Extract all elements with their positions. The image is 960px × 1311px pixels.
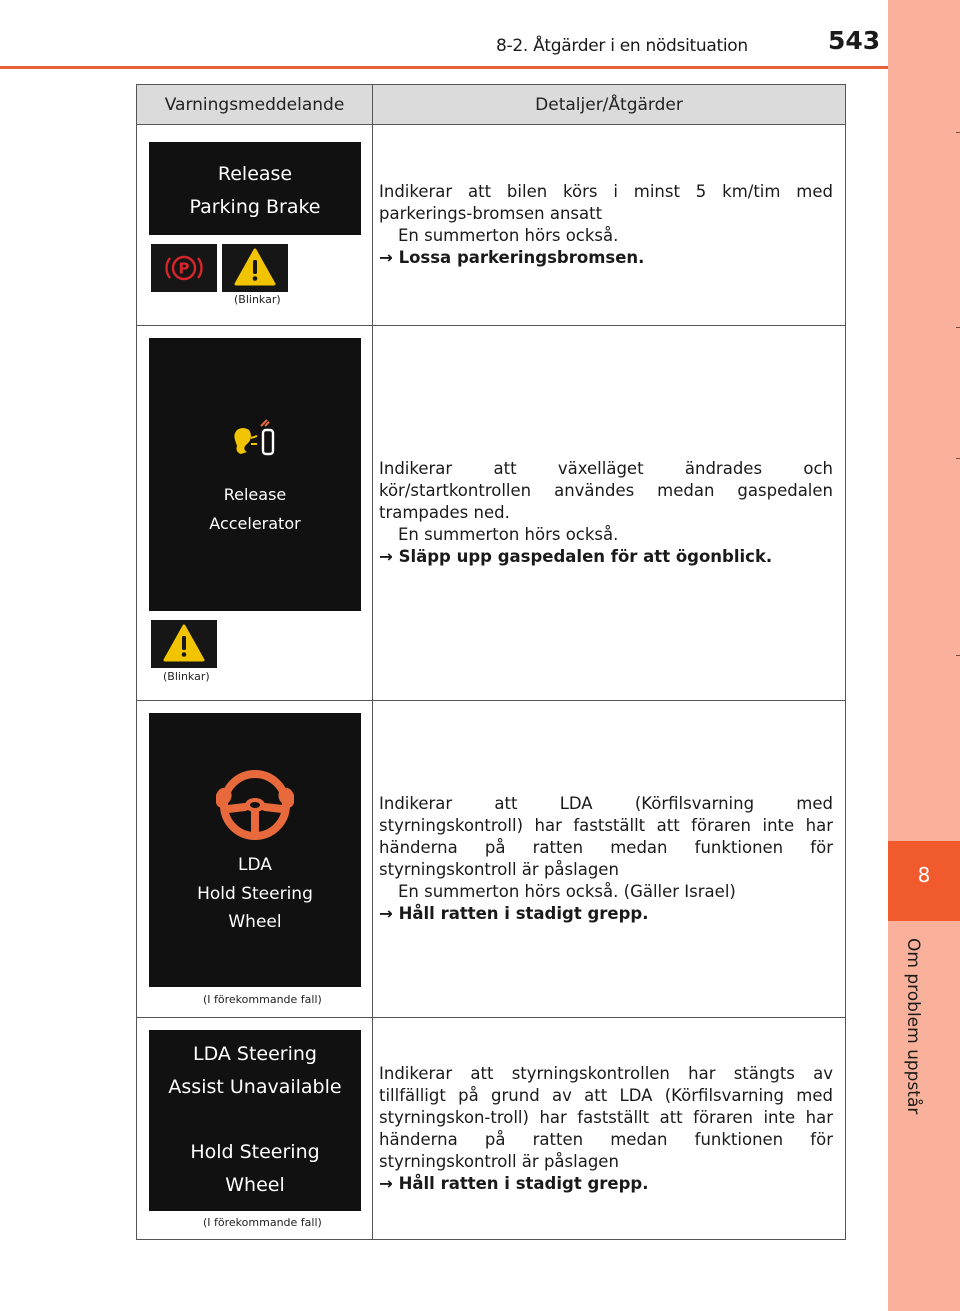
warning-triangle-icon <box>151 620 217 668</box>
display-screen <box>149 713 361 987</box>
display-spacer <box>149 1104 361 1136</box>
column-header: Varningsmeddelande <box>137 85 373 125</box>
display-text: Release <box>223 485 287 504</box>
chapter-title: Om problem uppstår <box>903 938 923 1115</box>
description-text: Indikerar att styrningskontrollen har stängts av tillfälligt på grund av att LDA (Körfilsvarning med styrningskon-troll) har fastställt att föraren inte har händerna på ratten medan funktionen för styrningskontroll är påslagen <box>379 1063 833 1171</box>
table-row <box>137 701 846 1018</box>
parking-brake-lamp <box>151 244 217 292</box>
display-text: Parking Brake <box>189 196 321 218</box>
message-cell <box>137 1018 373 1240</box>
action-text: → Lossa parkeringsbromsen. <box>379 248 645 267</box>
display-text: Accelerator <box>209 514 301 533</box>
table-row <box>137 1018 846 1240</box>
chapter-number: 8 <box>917 863 931 887</box>
display-text: Assist Unavailable <box>168 1076 342 1098</box>
message-cell <box>137 125 373 326</box>
display-screen <box>149 1030 361 1211</box>
details-cell <box>373 125 846 326</box>
warning-lamp <box>151 620 217 668</box>
display-text: Wheel <box>225 1174 285 1196</box>
display-text: LDA Steering <box>192 1043 317 1065</box>
description-text: Indikerar att LDA (Körfilsvarning med styrningskontroll) har fastställt att föraren inte har händerna på ratten medan funktionen för styrningskontroll är påslagen <box>379 794 833 879</box>
table-row <box>137 125 846 326</box>
warning-table <box>136 84 846 1240</box>
display-text: Hold Steering <box>197 883 313 904</box>
display-text: Wheel <box>228 912 282 932</box>
display-screen <box>149 142 361 235</box>
display-text: Hold Steering <box>190 1141 320 1163</box>
page-number: 543 <box>828 26 881 55</box>
details-cell <box>373 701 846 1018</box>
tick-mark <box>956 132 960 133</box>
action-text: → Håll ratten i stadigt grepp. <box>379 1173 649 1193</box>
column-header: Detaljer/Åtgärder <box>373 85 846 125</box>
action-text: → Släpp upp gaspedalen för att ögonblick. <box>379 547 773 566</box>
tick-mark <box>956 458 960 459</box>
note-text: En summerton hörs också. <box>398 525 619 544</box>
details-cell <box>373 1018 846 1240</box>
note-text: En summerton hörs också. (Gäller Israel) <box>398 882 736 901</box>
blink-caption: (Blinkar) <box>234 293 281 306</box>
warning-lamp <box>222 244 288 292</box>
display-text: Release <box>217 163 293 185</box>
tick-mark <box>956 327 960 328</box>
description-text: Indikerar att växelläget ändrades och kör/startkontrollen användes medan gaspedalen trampades ned. <box>379 459 833 522</box>
display-screen <box>149 338 361 611</box>
availability-caption: (I förekommande fall) <box>203 993 322 1006</box>
description-text: Indikerar att bilen körs i minst 5 km/tim med parkerings-bromsen ansatt <box>379 182 833 223</box>
table-header-row <box>137 85 846 125</box>
tick-mark <box>956 655 960 656</box>
parking-brake-icon <box>151 244 217 292</box>
warning-triangle-icon <box>222 244 288 292</box>
header-divider <box>0 66 888 69</box>
details-cell <box>373 326 846 701</box>
note-text: En summerton hörs också. <box>398 226 619 245</box>
foot-pedal-icon <box>225 416 285 464</box>
availability-caption: (I förekommande fall) <box>203 1216 322 1229</box>
message-cell <box>137 701 373 1018</box>
steering-wheel-hands-icon <box>210 765 300 841</box>
action-text: → Håll ratten i stadigt grepp. <box>379 904 649 923</box>
message-cell <box>137 326 373 701</box>
table-row <box>137 326 846 701</box>
blink-caption: (Blinkar) <box>163 670 210 683</box>
section-title: 8-2. Åtgärder i en nödsituation <box>496 36 748 56</box>
chapter-tab[interactable] <box>888 841 960 921</box>
display-text: LDA <box>238 855 272 875</box>
svg-text:P: P <box>178 259 190 278</box>
